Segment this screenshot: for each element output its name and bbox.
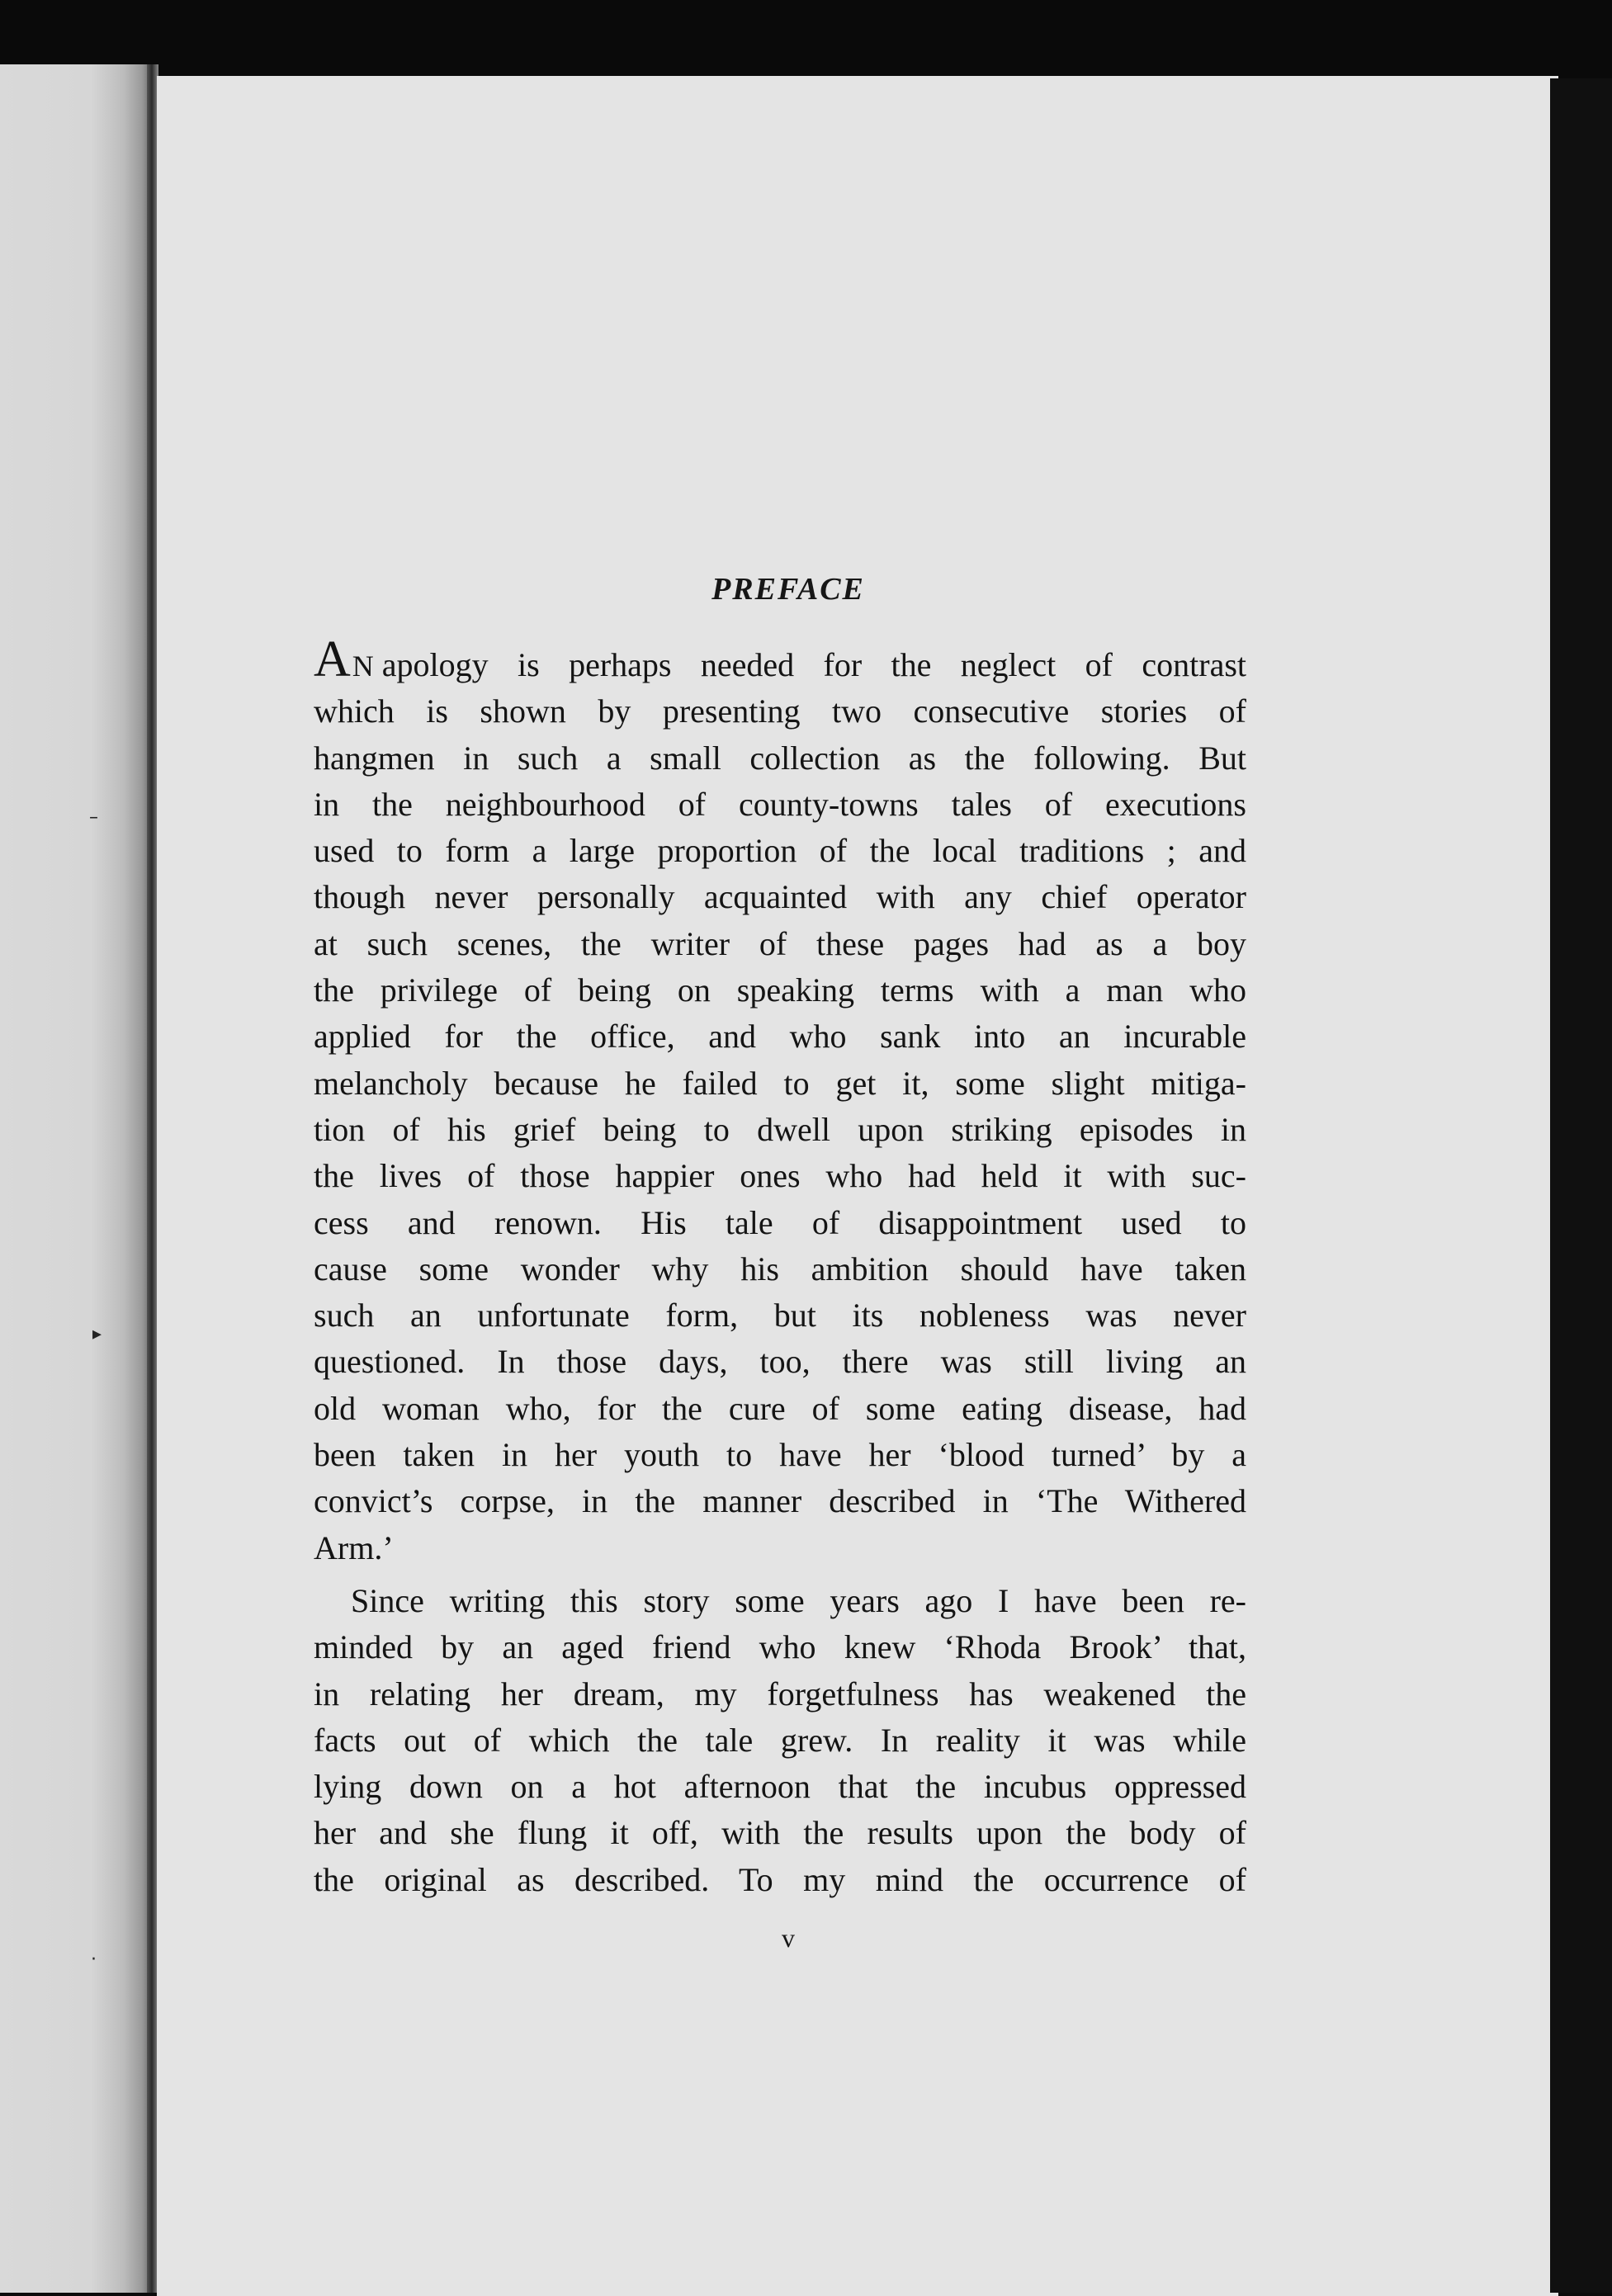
text-line: such an unfortunate form, but its nobleness was never <box>314 1297 1246 1335</box>
scan-right-border <box>1550 78 1612 2293</box>
text-line-1 <box>314 631 1246 688</box>
text-line: the privilege of being on speaking terms with a man who <box>314 971 1246 1009</box>
text-line: at such scenes, the writer of these pages had as a boy <box>314 924 1246 962</box>
text-line: though never personally acquainted with any chief operator <box>314 878 1246 916</box>
text-line: facts out of which the tale grew. In reality it was while <box>314 1721 1246 1759</box>
scan-top-border <box>0 0 1612 78</box>
text-line: been taken in her youth to have her ‘blood turned’ by a <box>314 1436 1246 1474</box>
text-line: hangmen in such a small collection as the following. But <box>314 739 1246 777</box>
text-line: which is shown by presenting two consecutive stories of <box>314 692 1246 730</box>
text-line: in relating her dream, my forgetfulness has weakened the <box>314 1675 1246 1713</box>
text-line: applied for the office, and who sank into an incurable <box>314 1018 1246 1056</box>
text-line: convict’s corpse, in the manner described in ‘The Withered <box>314 1482 1246 1520</box>
text-line: tion of his grief being to dwell upon striking episodes in <box>314 1110 1246 1148</box>
text-line: the lives of those happier ones who had held it with suc- <box>314 1157 1246 1195</box>
text-line: cess and renown. His tale of disappointment used to <box>314 1203 1246 1241</box>
page-title: PREFACE <box>711 572 865 607</box>
text-line: questioned. In those days, too, there was still living an <box>314 1343 1246 1381</box>
text-line-1-body: apology is perhaps needed for the neglect of contrast <box>381 646 1246 683</box>
text-line: cause some wonder why his ambition should have taken <box>314 1250 1246 1287</box>
text-line: lying down on a hot afternoon that the incubus oppressed <box>314 1768 1246 1806</box>
text-line: her and she flung it off, with the results upon the body of <box>314 1814 1246 1852</box>
margin-mark-dot: · <box>91 1949 97 1970</box>
text-line-paragraph-end: Arm.’ <box>314 1528 394 1566</box>
drop-cap-continuation: N <box>352 650 374 683</box>
page-number: v <box>782 1923 795 1953</box>
text-line: used to form a large proportion of the local traditions ; and <box>314 832 1246 870</box>
text-line: in the neighbourhood of county-towns tales of executions <box>314 785 1246 823</box>
drop-cap: A <box>314 631 351 687</box>
adjacent-page-edge <box>0 64 150 2293</box>
margin-mark-dash: – <box>89 807 98 828</box>
text-line: minded by an aged friend who knew ‘Rhoda Brook’ that, <box>314 1628 1246 1666</box>
margin-mark-arrow: ▸ <box>92 1324 102 1344</box>
text-line: the original as described. To my mind the occurrence of <box>314 1860 1246 1898</box>
preface-text <box>314 631 1246 1903</box>
text-line-paragraph-start: Since writing this story some years ago I have been re- <box>351 1581 1246 1619</box>
text-line: melancholy because he failed to get it, some slight mitiga- <box>314 1064 1246 1102</box>
text-line: old woman who, for the cure of some eating disease, had <box>314 1389 1246 1427</box>
